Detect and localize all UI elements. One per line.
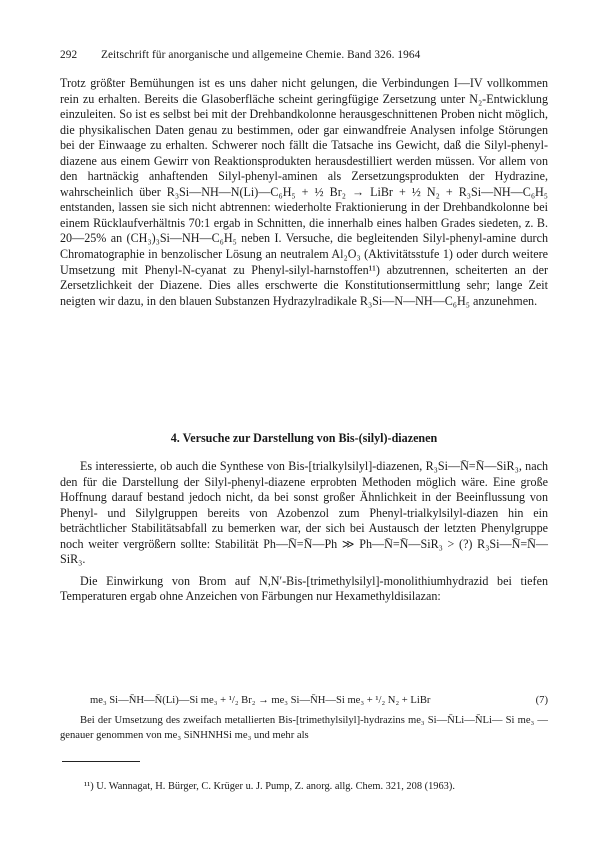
footnote-11 [60, 779, 548, 794]
paragraph-block-2 [60, 459, 548, 605]
footnote-divider [62, 761, 140, 762]
equation-7 [60, 694, 548, 708]
footnote-text: ¹¹) U. Wannagat, H. Bürger, C. Krüger u. J. Pump, Z. anorg. allg. Chem. 321, 208 (1963). [84, 781, 455, 792]
equation-number: (7) [535, 695, 548, 706]
paragraph-1: Trotz größter Bemühungen ist es uns daher nicht gelungen, die Verbindungen I—IV vollkommen rein zu erhalten. Bereits die Glasoberfläche scheint geringfügige Zersetzung unter N₂-Entwicklung einzuleiten. So ist es selbst bei mit der Drehbandkolonne herausgeschnittenen Proben nicht möglich, die physikalischen Daten genau zu bestimmen, oder gar einwandfreie Analysen infolge Störungen bei der Einwaage zu erhalten. Schwerer noch fällt die Tatsache ins Gewicht, daß die Silyl-phenyl-diazene aus einem Gewirr von Reaktionsprodukten herausdestilliert werden müssen. Vor allem von den hartnäckig anhaftenden Silyl-phenyl-aminen als Zersetzungsprodukten der Hydrazine, wahrscheinlich über R₃Si—NH—N(Li)—C₆H₅ + ½ Br₂ → LiBr + ½ N₂ + R₃Si—NH—C₆H₅ entstanden, lassen sie sich nicht abtrennen: wiederholte Fraktionierung in der Drehbandkolonne bei einem Rücklaufverhältnis 70:1 ergab in Schnitten, die innerhalb eines halben Grades siedeten, z. B. 20—25% an (CH₃)₃Si—NH—C₆H₅ neben I. Versuche, die begleitenden Silyl-phenyl-amine durch Chromatographie in benzolischer Lösung an neutralem Al₂O₃ (Aktivitätsstufe 1) oder durch weitere Umsetzung mit Phenyl-N-cyanat zu Phenyl-silyl-harnstoffen¹¹) abzutrennen, scheiterten an der Zersetzlichkeit der Diazene. Dies alles erschwerte die Konstitutionsermittlung sehr; lange Zeit neigten wir dazu, in den blauen Substanzen Hydrazylradikale R₃Si—N—NH—C₆H₅ anzunehmen. [60, 76, 548, 308]
paragraph-3: Die Einwirkung von Brom auf N,N′-Bis-[trimethylsilyl]-monolithiumhydrazid bei tiefen Temperaturen ergab ohne Anzeichen von Färbungen nur Hexamethyldisilazan: [60, 573, 548, 604]
equation-text: me₃ Si—N̄H—N̄(Li)—Si me₃ + ¹/₂ Br₂ → me₃ Si—N̄H—Si me₃ + ¹/₂ N₂ + LiBr [90, 695, 431, 706]
paragraph-2: Es interessierte, ob auch die Synthese von Bis-[trialkylsilyl]-diazenen, R₃Si—N̄=N̄—SiR₃, nach den für die Darstellung der Silyl-phenyl-diazene erprobten Methoden möglich wäre. Eine große Hoffnung darauf bestand jedoch nicht, da bei sonst großer Ähnlichkeit in der Beeinflussung von Phenyl- und Silylgruppen bereits von Azobenzol zum Phenyl-trialkylsilyl-diazen hin ein beträchtlicher Stabilitätsabfall zu bemerken war, der sich bei Austausch der letzten Phenylgruppe noch weiter vergrößern sollte: Stabilität Ph—N̄=N̄—Ph ≫ Ph—N̄=N̄—SiR₃ > (?) R₃Si—N̄=N̄—SiR₃. [60, 459, 548, 567]
paragraph-block-1 [60, 76, 548, 309]
paragraph-block-4 [60, 713, 548, 743]
page-number: 292 [60, 49, 78, 61]
running-header [60, 49, 420, 61]
paragraph-4: Bei der Umsetzung des zweifach metallierten Bis-[trimethylsilyl]-hydrazins me₃ Si—N̄Li—N̄Li— Si me₃ — genauer genommen von me₃ SiNHNHSi me₃ und mehr als [60, 715, 548, 741]
journal-title: Zeitschrift für anorganische und allgemeine Chemie. Band 326. 1964 [100, 49, 421, 61]
section-heading: 4. Versuche zur Darstellung von Bis-(silyl)-diazenen [170, 431, 438, 445]
